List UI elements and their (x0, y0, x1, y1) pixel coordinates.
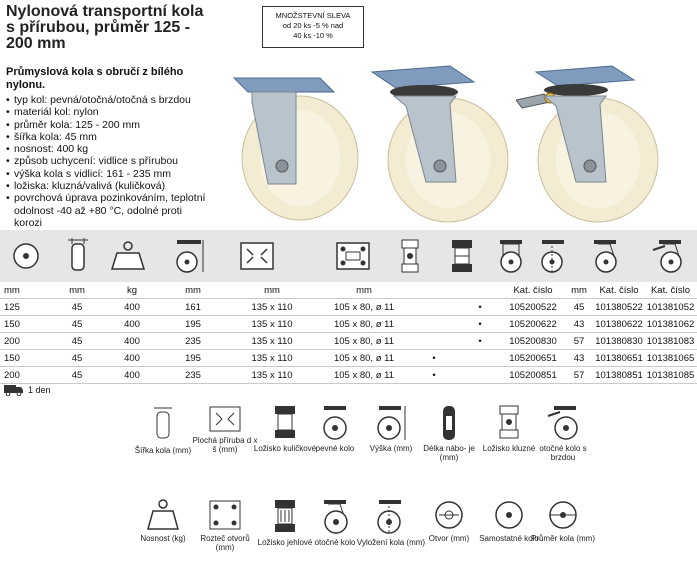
table-cell: 105200830 (509, 335, 557, 347)
table-header-cell: mm (185, 284, 201, 296)
quantity-discount-box (262, 6, 364, 48)
spec-item: • materiál kol: nylon (6, 106, 210, 118)
table-cell: 400 (124, 301, 140, 313)
legend-label: Šířka kola (mm) (134, 446, 192, 455)
table-cell: 101381083 (646, 335, 695, 347)
fixed-wheel-icon (321, 404, 349, 442)
table-cell: 400 (124, 369, 140, 381)
table-cell: 150 (4, 352, 20, 364)
table-cell: 43 (573, 318, 585, 330)
needle-bearing-icon (273, 498, 297, 536)
table-cell: 101380622 (595, 318, 643, 330)
table-cell: 101380522 (595, 301, 643, 313)
legend-label: Výška (mm) (369, 444, 413, 453)
table-cell (410, 316, 458, 333)
table-cell: 105200851 (509, 369, 557, 381)
table-cell: 105 x 80, ø 11 (333, 369, 395, 381)
legend-item (128, 404, 198, 455)
spec-item: • způsob uchycení: vidlice s přírubou (6, 155, 210, 167)
table-header-cell: Kat. číslo (650, 284, 691, 296)
legend-label: Ložisko kuličkové (253, 444, 317, 453)
table-cell: 45 (573, 301, 585, 313)
hub-length-icon (437, 404, 461, 442)
table-cell: 235 (185, 369, 201, 381)
table-cell: 101380651 (595, 352, 643, 364)
table-cell: • (432, 369, 436, 381)
ball-bearing-icon (444, 230, 480, 282)
table-cell: 135 x 110 (251, 301, 293, 313)
table-header-cell (458, 282, 502, 299)
table-cell: 400 (124, 318, 140, 330)
wheel-diameter-icon (547, 498, 579, 532)
table-header-cell: mm (264, 284, 280, 296)
spec-item: • výška kola s vidlicí: 161 - 235 mm (6, 168, 210, 180)
table-cell (458, 350, 502, 367)
swivel-brake-icon (546, 404, 580, 442)
legend-label: pevné kolo (315, 444, 355, 453)
discount-line: od 20 ks -5 % nad (282, 21, 344, 30)
icon-header-bar (0, 230, 697, 282)
table-cell: 135 x 110 (251, 318, 293, 330)
load-icon (145, 498, 181, 532)
legend-item (528, 404, 598, 462)
table-row (0, 333, 697, 350)
legend-label: Průměr kola (mm) (530, 534, 595, 543)
single-wheel-icon (493, 498, 525, 532)
swivel-caster-image (366, 60, 516, 225)
load-icon (106, 230, 150, 282)
table-row (0, 299, 697, 316)
legend-label: otočné kolo (314, 538, 356, 547)
swivel-wheel-icon (320, 498, 350, 536)
legend-label: Délka nábo- je (mm) (423, 444, 475, 462)
table-cell: 105200522 (509, 301, 557, 313)
table-cell: • (432, 352, 436, 364)
flat-flange-icon (234, 230, 280, 282)
fixed-wheel-icon (494, 230, 528, 282)
spec-list (6, 94, 210, 229)
table-cell: 101381065 (646, 352, 695, 364)
swivel-wheel-icon (588, 230, 622, 282)
table-cell: • (478, 301, 482, 313)
table-cell: 235 (185, 335, 201, 347)
legend-label: Plochá příruba d x š (mm) (192, 436, 258, 454)
table-cell: 135 x 110 (251, 352, 293, 364)
hole-spacing-icon (330, 230, 376, 282)
table-cell: 200 (4, 369, 20, 381)
legend-item (528, 498, 598, 543)
legend-label: Otvor (mm) (428, 534, 470, 543)
table-cell: 45 (71, 335, 83, 347)
table-cell: 101380851 (595, 369, 643, 381)
table-header-cell: kg (126, 284, 138, 296)
table-header-cell: mm (571, 284, 587, 296)
table-cell: 200 (4, 335, 20, 347)
table-cell: 125 (4, 301, 20, 313)
legend-label: otočné kolo s brzdou (539, 444, 587, 462)
spec-item: • průměr kola: 125 - 200 mm (6, 119, 210, 131)
table-header-cell: Kat. číslo (513, 284, 553, 296)
table-header-cell: mm (356, 284, 372, 296)
table-cell: 101381085 (646, 369, 695, 381)
flat-flange-icon (207, 404, 243, 434)
legend-label: Samostatné kolo (479, 534, 539, 543)
table-cell: 105 x 80, ø 11 (333, 352, 395, 364)
table-cell: 57 (573, 369, 585, 381)
product-subtitle: Průmyslová kola s obručí z bílého nylonu. (6, 66, 184, 91)
product-table (0, 282, 697, 384)
hole-spacing-icon (207, 498, 243, 532)
legend-label: Nosnost (kg) (140, 534, 186, 543)
ball-bearing-icon (273, 404, 297, 442)
legend-item (128, 498, 198, 543)
table-cell: 135 x 110 (251, 335, 293, 347)
table-header-cell: Kat. číslo (599, 284, 639, 296)
product-title: Nylonová transportní kola s přírubou, průměr 125 - 200 mm (6, 3, 204, 52)
table-cell: 105 x 80, ø 11 (333, 301, 395, 313)
table-cell: 161 (185, 301, 201, 313)
table-header-cell (410, 282, 458, 299)
spec-item: • nosnost: 400 kg (6, 143, 210, 155)
wheel-diameter-icon (6, 230, 46, 282)
table-cell: • (478, 318, 482, 330)
delivery-info (4, 384, 51, 396)
table-cell: 195 (185, 352, 201, 364)
spec-item: • ložiska: kluzná/valivá (kuličková) (6, 180, 210, 192)
table-cell: 45 (71, 318, 83, 330)
wheel-width-icon (152, 404, 174, 444)
height-icon (166, 230, 210, 282)
table-cell: 43 (573, 352, 585, 364)
table-cell: 400 (124, 335, 140, 347)
table-cell: 195 (185, 318, 201, 330)
table-cell: 105 x 80, ø 11 (333, 318, 395, 330)
spec-item: • šířka kola: 45 mm (6, 131, 210, 143)
spec-item: • povrchová úprava pozinkováním, teplotní odolnost -40 až +80 °C, odolné proti korozi (6, 192, 210, 229)
table-header-cell: mm (4, 284, 20, 296)
table-cell: 57 (573, 335, 585, 347)
wheel-width-icon (58, 230, 98, 282)
table-cell: 45 (71, 301, 83, 313)
table-cell: 45 (71, 352, 83, 364)
discount-heading: MNOŽSTEVNÍ SLEVA (275, 11, 351, 20)
table-cell: 101381052 (646, 301, 695, 313)
legend-label: Ložisko kluzné (482, 444, 536, 453)
swivel-brake-caster-image (516, 60, 666, 225)
table-cell: 101380830 (595, 335, 643, 347)
table-cell (410, 299, 458, 316)
table-row (0, 367, 697, 384)
truck-icon (4, 384, 24, 396)
table-header-cell: mm (69, 284, 85, 296)
table-cell: 150 (4, 318, 20, 330)
table-cell: 105200622 (509, 318, 557, 330)
legend-label: Rozteč otvorů (mm) (200, 534, 250, 552)
table-cell: 105 x 80, ø 11 (333, 335, 395, 347)
table-row (0, 350, 697, 367)
legend-label: Vyložení kola (mm) (356, 538, 426, 547)
table-cell: • (478, 335, 482, 347)
discount-line: 40 ks -10 % (293, 31, 333, 40)
bore-icon (433, 498, 465, 532)
fixed-caster-image (222, 62, 362, 222)
spec-item: • typ kol: pevná/otočná/otočná s brzdou (6, 94, 210, 106)
height-icon (374, 404, 408, 442)
offset-icon (374, 498, 408, 536)
swivel-brake-icon (648, 230, 688, 282)
table-cell: 400 (124, 352, 140, 364)
table-cell: 101381062 (646, 318, 695, 330)
table-cell: 135 x 110 (251, 369, 293, 381)
table-cell (458, 367, 502, 384)
plain-bearing-icon (497, 404, 521, 442)
legend-label: Ložisko jehlové (257, 538, 313, 547)
delivery-text: 1 den (28, 385, 51, 395)
offset-icon (536, 230, 570, 282)
table-cell: 105200651 (509, 352, 557, 364)
table-header-row (0, 282, 697, 299)
table-cell: 45 (71, 369, 83, 381)
table-cell (410, 333, 458, 350)
table-row (0, 316, 697, 333)
plain-bearing-icon (392, 230, 428, 282)
